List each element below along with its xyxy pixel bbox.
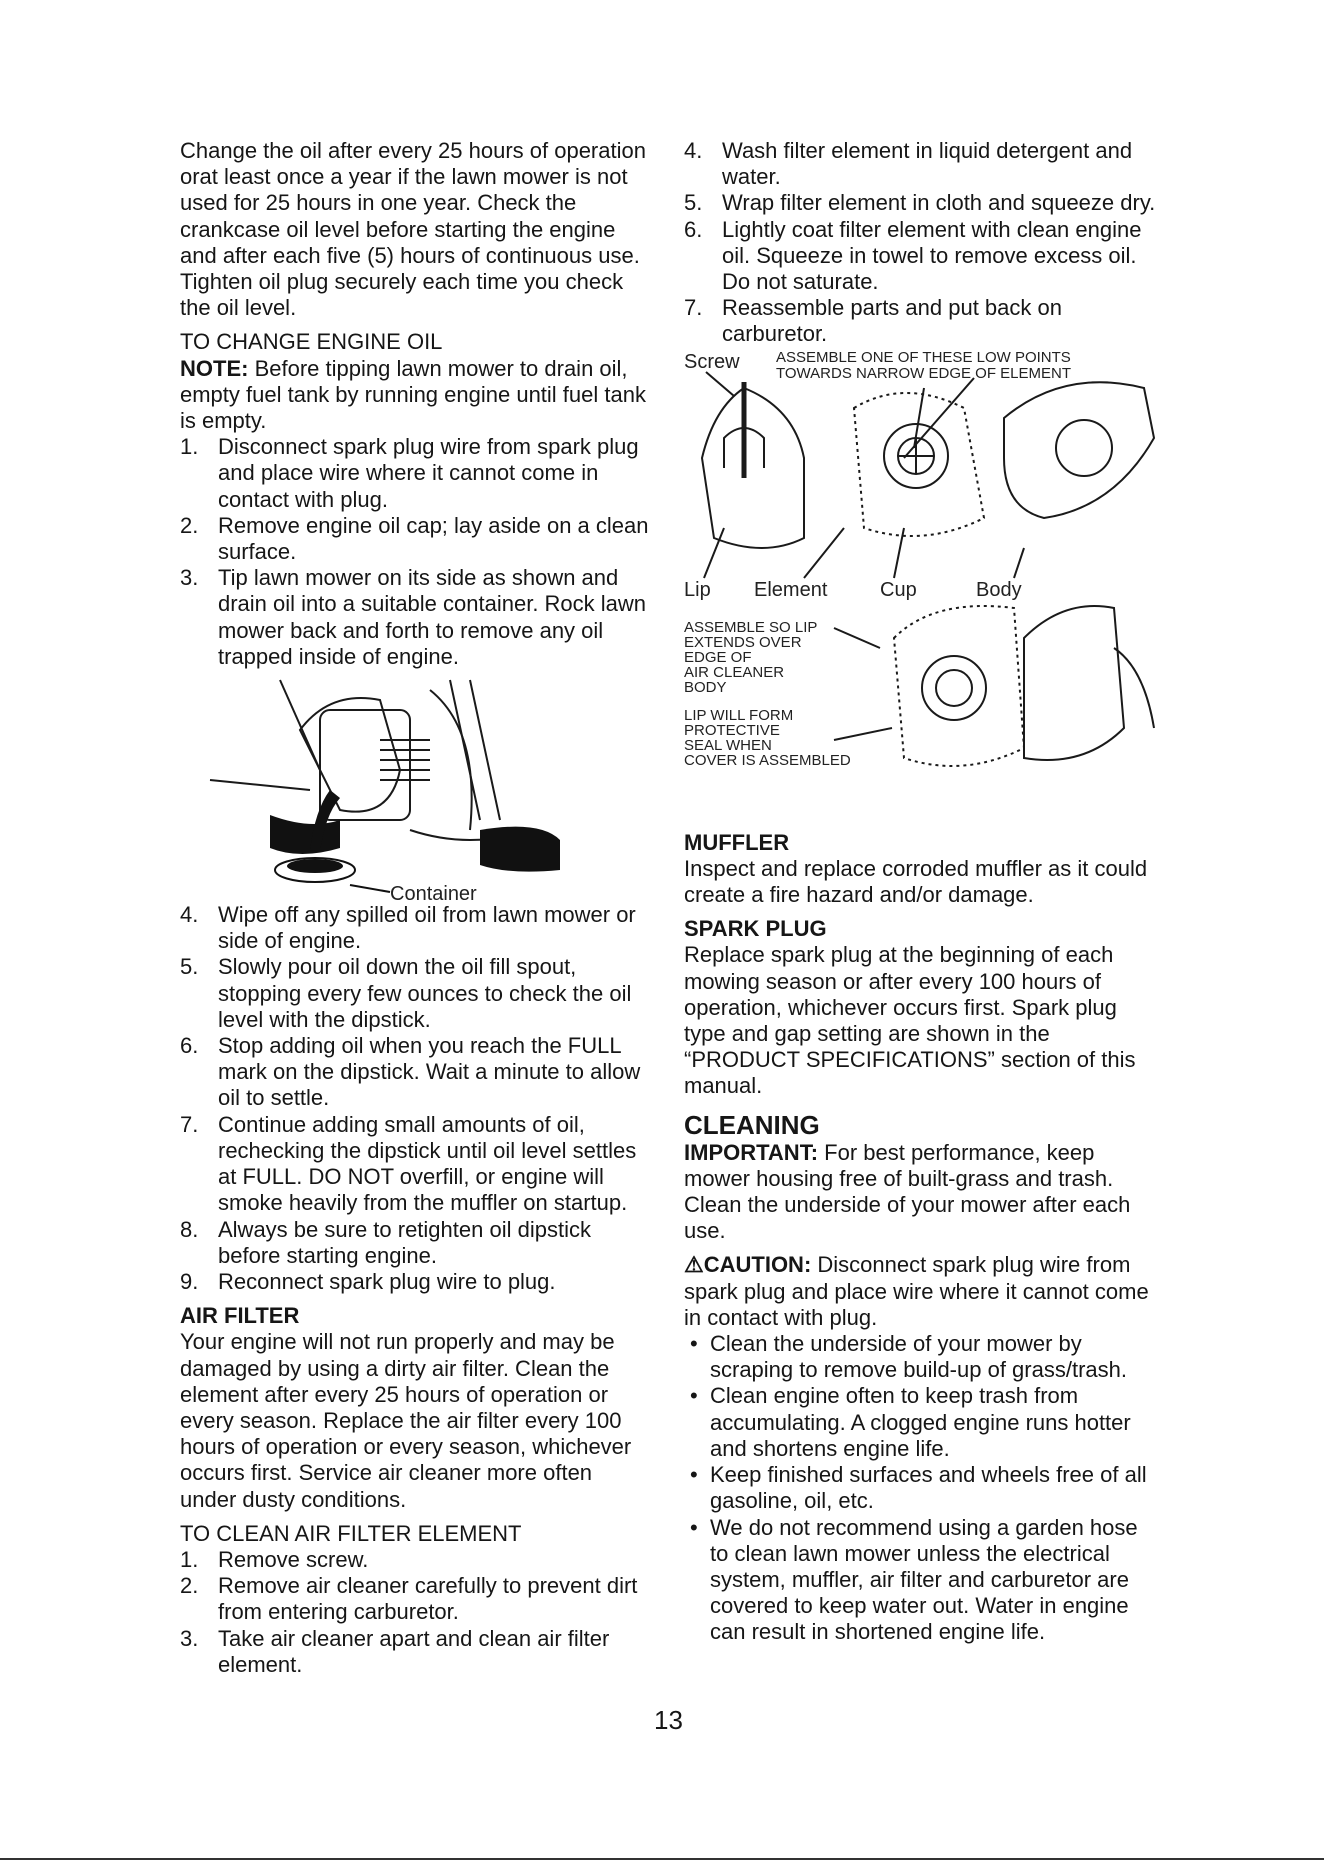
bullet-icon: • <box>690 1331 698 1357</box>
list-item: • We do not recommend using a garden hose to clean lawn mower unless the electrical system, muffler, air filter and carburetor are covered to keep water out. Water in engine can result in shortened engine life. <box>690 1514 1138 1645</box>
clean-filter-steps <box>180 1547 652 1678</box>
list-item: 1. Disconnect spark plug wire from spark plug and place wire where it cannot come in contact with plug. <box>180 434 639 512</box>
air-filter-drawing <box>684 348 1156 822</box>
clean-filter-heading: TO CLEAN AIR FILTER ELEMENT <box>180 1520 522 1546</box>
list-item: 2. Remove air cleaner carefully to prevent dirt from entering carburetor. <box>180 1573 638 1625</box>
list-item: 6. Stop adding oil when you reach the FULL mark on the dipstick. Wait a minute to allow oil to settle. <box>180 1033 641 1111</box>
muffler-text: Inspect and replace corroded muffler as it could create a fire hazard and/or damage. <box>684 855 1148 908</box>
note-paragraph <box>180 356 652 435</box>
list-item: 6. Lightly coat filter element with clean engine oil. Squeeze in towel to remove excess oil. Do not saturate. <box>684 216 1142 295</box>
lip-label: Lip <box>684 578 711 601</box>
change-oil-heading: TO CHANGE ENGINE OIL <box>180 329 443 355</box>
lip-note-2: EXTENDS OVER <box>684 633 802 651</box>
change-oil-steps-b <box>180 902 652 1295</box>
important-paragraph <box>684 1140 1156 1245</box>
body-label: Body <box>976 578 1022 601</box>
list-item: 3. Take air cleaner apart and clean air filter element. <box>180 1625 610 1677</box>
air-filter-illustration <box>684 348 1156 822</box>
oil-change-intro: Change the oil after every 25 hours of operation orat least once a year if the lawn mower is not used for 25 hours in one year. Check the crankcase oil level before starting the engine and after each five (5) hours of continuous use. Tighten oil plug securely each time you check the oil level. <box>180 138 646 321</box>
list-item: • Keep finished surfaces and wheels free of all gasoline, oil, etc. <box>690 1462 1147 1514</box>
page-number: 13 <box>654 1705 683 1735</box>
lip-note-5: BODY <box>684 678 727 696</box>
important-label: IMPORTANT: <box>684 1139 819 1165</box>
list-item: 4. Wipe off any spilled oil from lawn mower or side of engine. <box>180 902 636 954</box>
important-text: For best performance, keep mower housing free of built-grass and trash. Clean the underside of your mower after each use. <box>684 1139 1131 1244</box>
spark-plug-heading: SPARK PLUG <box>684 916 827 942</box>
seal-note-3: SEAL WHEN <box>684 736 772 754</box>
right-column <box>684 138 1156 1646</box>
container-label: Container <box>390 883 477 903</box>
warning-icon: ⚠ <box>684 1252 704 1278</box>
list-item: 5. Wrap filter element in cloth and squeeze dry. <box>684 190 1156 216</box>
list-item: 4. Wash filter element in liquid detergent and water. <box>684 138 1133 190</box>
note-label: NOTE: <box>180 355 249 381</box>
assemble-top-line-2: TOWARDS NARROW EDGE OF ELEMENT <box>776 364 1072 382</box>
assemble-top-line-1: ASSEMBLE ONE OF THESE LOW POINTS <box>776 348 1071 366</box>
list-item: 1. Remove screw. <box>180 1546 369 1572</box>
note-text: Before tipping lawn mower to drain oil, empty fuel tank by running engine until fuel tank is empty. <box>180 355 646 434</box>
left-column <box>180 138 652 1678</box>
bullet-icon: • <box>690 1383 698 1409</box>
clean-filter-steps-cont <box>684 138 1156 348</box>
lip-note-3: EDGE OF <box>684 648 752 666</box>
change-oil-steps-a <box>180 434 652 670</box>
lip-note-1: ASSEMBLE SO LIP <box>684 618 818 636</box>
list-item: • Clean the underside of your mower by scraping to remove build-up of grass/trash. <box>690 1331 1127 1383</box>
air-filter-text: Your engine will not run properly and may be damaged by using a dirty air filter. Clean the element after every 25 hours of operation or every season. Replace the air filter every 100 hours of operation or every season, whichever occurs first. Service air cleaner more often under dusty conditions. <box>180 1329 632 1512</box>
list-item: 5. Slowly pour oil down the oil fill spout, stopping every few ounces to check the oil level with the dipstick. <box>180 954 632 1032</box>
element-label: Element <box>754 578 828 601</box>
screw-label: Screw <box>684 350 740 373</box>
bottom-rule <box>0 1858 1324 1860</box>
list-item: 2. Remove engine oil cap; lay aside on a clean surface. <box>180 512 649 565</box>
seal-note-2: PROTECTIVE <box>684 721 780 739</box>
cleaning-bullets <box>684 1331 1156 1645</box>
oil-drain-drawing <box>180 670 652 902</box>
seal-note-1: LIP WILL FORM <box>684 706 794 724</box>
cup-label: Cup <box>880 578 917 601</box>
list-item: 3. Tip lawn mower on its side as shown and drain oil into a suitable container. Rock lawn mower back and forth to remove any oil trapped inside of engine. <box>180 565 647 669</box>
bullet-icon: • <box>690 1462 698 1488</box>
list-item: 7. Reassemble parts and put back on carburetor. <box>684 295 1062 347</box>
list-item: 7. Continue adding small amounts of oil, rechecking the dipstick until oil level settles at FULL. DO NOT overfill, or engine will smoke heavily from the muffler on startup. <box>180 1111 637 1216</box>
caution-text: Disconnect spark plug wire from spark plug and place wire where it cannot come in contact with plug. <box>684 1252 1149 1330</box>
bullet-icon: • <box>690 1514 698 1540</box>
caution-label: CAUTION: <box>703 1252 812 1278</box>
list-item: • Clean engine often to keep trash from accumulating. A clogged engine runs hotter and shortens engine life. <box>690 1383 1131 1461</box>
air-filter-heading: AIR FILTER <box>180 1303 300 1329</box>
list-item: 9. Reconnect spark plug wire to plug. <box>180 1268 556 1294</box>
lip-note-4: AIR CLEANER <box>684 663 785 681</box>
muffler-heading: MUFFLER <box>684 829 790 855</box>
oil-drain-illustration <box>180 670 652 902</box>
list-item: 8. Always be sure to retighten oil dipstick before starting engine. <box>180 1216 591 1268</box>
seal-note-4: COVER IS ASSEMBLED <box>684 751 851 769</box>
caution-paragraph <box>684 1252 1156 1331</box>
cleaning-heading: CLEANING <box>684 1109 820 1140</box>
spark-plug-text: Replace spark plug at the beginning of each mowing season or after every 100 hours of operation, whichever occurs first. Spark plug type and gap setting are shown in the “PRODUCT SPECIFICATIONS” section of this manual. <box>684 942 1136 1099</box>
